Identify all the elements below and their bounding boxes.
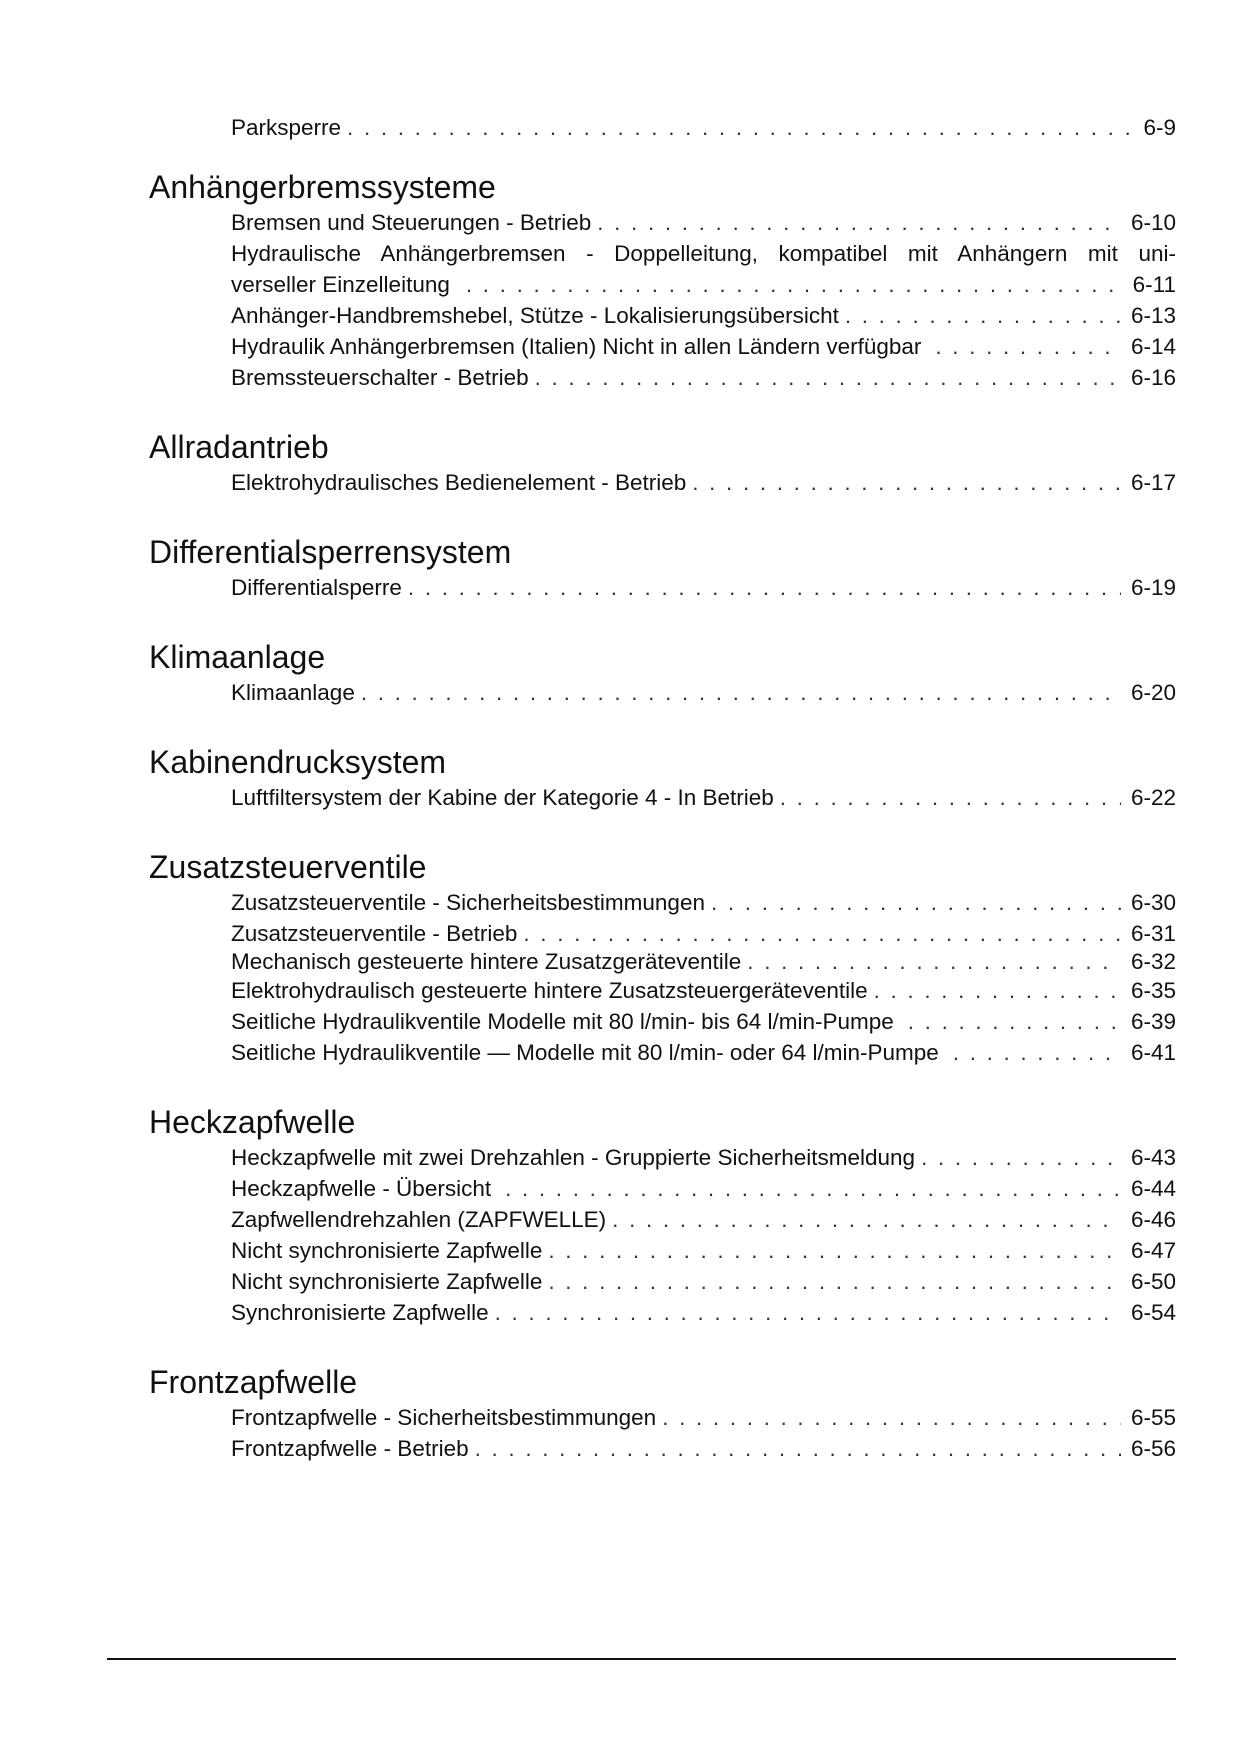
entry-page: 6-30	[1130, 890, 1176, 915]
toc-entry[interactable]	[231, 1297, 1176, 1328]
entry-page: 6-10	[1130, 210, 1176, 235]
toc-entry[interactable]	[231, 238, 1176, 300]
entry-page: 6-11	[1132, 272, 1176, 297]
dot-leader	[874, 975, 1121, 1006]
footer-divider	[107, 1658, 1176, 1660]
entry-page: 6-47	[1130, 1238, 1176, 1263]
toc-section	[149, 637, 1176, 708]
dot-leader	[505, 1173, 1121, 1204]
entry-label: Frontzapfwelle - Betrieb	[231, 1436, 469, 1461]
entry-page: 6-54	[1130, 1300, 1176, 1325]
toc-entries	[231, 1142, 1176, 1328]
section-heading: Differentialsperrensystem	[149, 534, 512, 570]
toc-entry[interactable]	[231, 1006, 1176, 1037]
toc-entries	[231, 1402, 1176, 1464]
entry-label: Bremsen und Steuerungen - Betrieb	[231, 210, 592, 235]
entry-page: 6-41	[1130, 1040, 1176, 1065]
toc-entry[interactable]	[231, 1433, 1176, 1464]
toc-entry[interactable]	[231, 887, 1176, 918]
entry-label: Differentialsperre	[231, 575, 402, 600]
dot-leader	[466, 269, 1123, 300]
dot-leader	[953, 1037, 1121, 1068]
toc-entry[interactable]	[231, 782, 1176, 813]
entry-page: 6-31	[1130, 921, 1176, 946]
dot-leader	[845, 300, 1121, 331]
toc-section	[149, 427, 1176, 498]
entry-page: 6-35	[1130, 978, 1176, 1003]
toc-entry[interactable]	[231, 331, 1176, 362]
entry-label: Nicht synchronisierte Zapfwelle	[231, 1269, 543, 1294]
entry-page: 6-20	[1130, 680, 1176, 705]
dot-leader	[747, 949, 1121, 975]
entry-label: Luftfiltersystem der Kabine der Kategorie 4 - In Betrieb	[231, 785, 774, 810]
toc-entry[interactable]	[231, 1037, 1176, 1068]
toc-entries	[231, 887, 1176, 1068]
toc-entries	[231, 207, 1176, 393]
entry-page: 6-56	[1130, 1436, 1176, 1461]
entry-page: 6-9	[1143, 115, 1176, 140]
entry-page: 6-22	[1130, 785, 1176, 810]
entry-page: 6-16	[1130, 365, 1176, 390]
dot-leader	[662, 1402, 1121, 1433]
dot-leader	[612, 1204, 1121, 1235]
entry-page: 6-50	[1130, 1269, 1176, 1294]
toc-entry[interactable]	[231, 1402, 1176, 1433]
toc-entry[interactable]	[231, 1173, 1176, 1204]
dot-leader	[921, 1142, 1121, 1173]
entry-label: Elektrohydraulisches Bedienelement - Betrieb	[231, 470, 687, 495]
entry-page: 6-14	[1130, 334, 1176, 359]
dot-leader	[597, 207, 1121, 238]
entry-label: Parksperre	[231, 115, 342, 140]
entry-label: Mechanisch gesteuerte hintere Zusatzgeräteventile	[231, 949, 742, 974]
toc-entry[interactable]	[231, 1204, 1176, 1235]
table-of-contents	[149, 112, 1176, 1464]
toc-entry[interactable]	[231, 300, 1176, 331]
dot-leader	[495, 1297, 1121, 1328]
section-heading: Allradantrieb	[149, 429, 329, 465]
dot-leader	[408, 572, 1121, 603]
entry-label: Zusatzsteuerventile - Betrieb	[231, 921, 518, 946]
entry-label: Bremssteuerschalter - Betrieb	[231, 365, 529, 390]
entry-label: Zusatzsteuerventile - Sicherheitsbestimmungen	[231, 890, 705, 915]
dot-leader	[780, 782, 1121, 813]
entry-label: Hydraulik Anhängerbremsen (Italien) Nicht in allen Ländern verfügbar	[231, 334, 922, 359]
entry-page: 6-17	[1130, 470, 1176, 495]
entry-page: 6-46	[1130, 1207, 1176, 1232]
toc-entry[interactable]	[231, 1142, 1176, 1173]
entry-label: Heckzapfwelle - Übersicht	[231, 1176, 492, 1201]
toc-entry[interactable]	[231, 362, 1176, 393]
entry-label: Zapfwellendrehzahlen (ZAPFWELLE)	[231, 1207, 607, 1232]
entry-page: 6-39	[1130, 1009, 1176, 1034]
section-heading: Heckzapfwelle	[149, 1104, 356, 1140]
toc-section	[149, 532, 1176, 603]
dot-leader	[548, 1235, 1121, 1266]
toc-entry[interactable]	[231, 1266, 1176, 1297]
section-heading: Kabinendrucksystem	[149, 744, 447, 780]
entry-page: 6-55	[1130, 1405, 1176, 1430]
toc-section	[149, 112, 1176, 143]
dot-leader	[475, 1433, 1121, 1464]
toc-section	[149, 1102, 1176, 1328]
dot-leader	[548, 1266, 1121, 1297]
entry-label: Klimaanlage	[231, 680, 355, 705]
toc-entries	[231, 677, 1176, 708]
entry-page: 6-13	[1130, 303, 1176, 328]
section-heading: Anhängerbremssysteme	[149, 169, 496, 205]
toc-entries	[231, 112, 1176, 143]
dot-leader	[347, 112, 1133, 143]
entry-label: Frontzapfwelle - Sicherheitsbestimmungen	[231, 1405, 657, 1430]
entry-page: 6-19	[1130, 575, 1176, 600]
toc-entry[interactable]	[231, 207, 1176, 238]
entry-page: 6-32	[1130, 949, 1176, 974]
toc-section	[149, 167, 1176, 393]
section-heading: Klimaanlage	[149, 639, 326, 675]
entry-label-line1: Hydraulische Anhängerbremsen - Doppelleitung, kompatibel mit Anhängern mit uni-	[231, 241, 1176, 266]
entry-label: Anhänger-Handbremshebel, Stütze - Lokalisierungsübersicht	[231, 303, 839, 328]
toc-entry[interactable]	[231, 975, 1176, 1006]
toc-entry[interactable]	[231, 949, 1176, 975]
section-heading: Frontzapfwelle	[149, 1364, 358, 1400]
entry-label-line2-row	[231, 269, 1176, 300]
toc-entries	[231, 782, 1176, 813]
toc-entry[interactable]	[231, 677, 1176, 708]
dot-leader	[908, 1006, 1121, 1037]
toc-entries	[231, 572, 1176, 603]
dot-leader	[692, 467, 1121, 498]
toc-entry[interactable]	[231, 467, 1176, 498]
dot-leader	[535, 362, 1121, 393]
dot-leader	[711, 887, 1121, 918]
dot-leader	[935, 331, 1121, 362]
toc-entry-parksperre[interactable]	[231, 112, 1176, 143]
toc-entry[interactable]	[231, 1235, 1176, 1266]
toc-entry[interactable]	[231, 918, 1176, 949]
toc-section	[149, 742, 1176, 813]
entry-label: Heckzapfwelle mit zwei Drehzahlen - Gruppierte Sicherheitsmeldung	[231, 1145, 916, 1170]
entry-page: 6-44	[1130, 1176, 1176, 1201]
entry-label: Elektrohydraulisch gesteuerte hintere Zusatzsteuergeräteventile	[231, 978, 868, 1003]
toc-entry[interactable]	[231, 572, 1176, 603]
entry-label: Synchronisierte Zapfwelle	[231, 1300, 489, 1325]
entry-label: Seitliche Hydraulikventile — Modelle mit 80 l/min- oder 64 l/min-Pumpe	[231, 1040, 939, 1065]
entry-label: Seitliche Hydraulikventile Modelle mit 80 l/min- bis 64 l/min-Pumpe	[231, 1009, 894, 1034]
dot-leader	[523, 918, 1121, 949]
section-heading: Zusatzsteuerventile	[149, 849, 427, 885]
toc-entries	[231, 467, 1176, 498]
toc-section	[149, 847, 1176, 1068]
entry-page: 6-43	[1130, 1145, 1176, 1170]
entry-label-line2: verseller Einzelleitung	[231, 272, 450, 297]
dot-leader	[361, 677, 1121, 708]
toc-section	[149, 1362, 1176, 1464]
entry-label: Nicht synchronisierte Zapfwelle	[231, 1238, 543, 1263]
